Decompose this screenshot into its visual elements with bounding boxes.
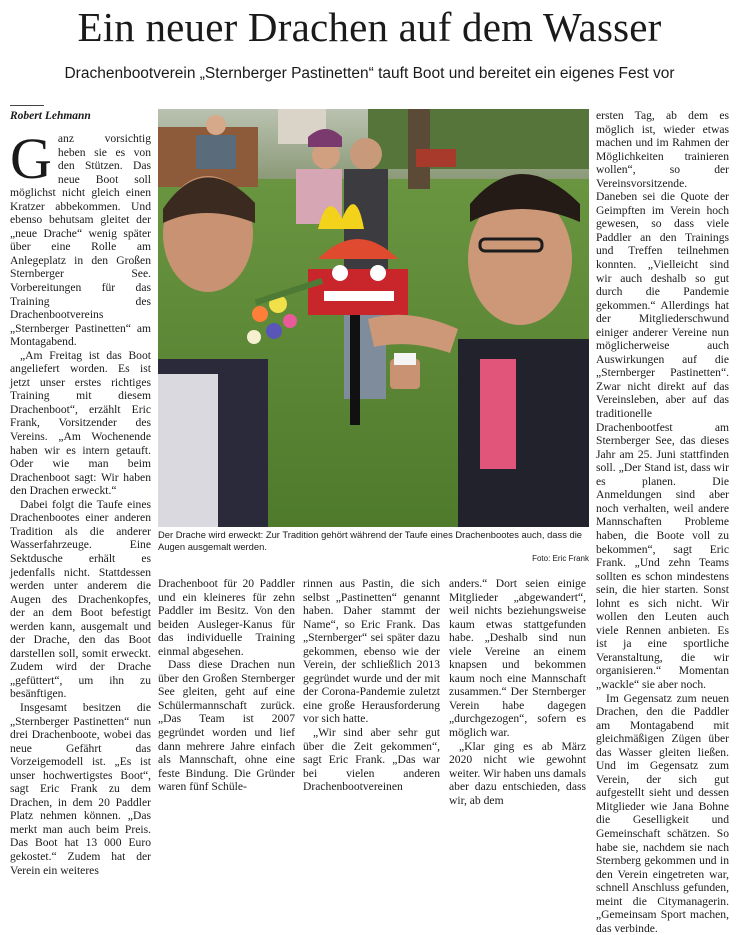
article-paragraph: Insgesamt besitzen die „Sternberger Pastinetten“ nun drei Drachenboote, wobei das neue Gefährt das Vorzeigemodell ist. „Es ist unser hochwertigstes Boot“, sagt Eric Frank zu dem Drachen, in dem 20 Paddler Platz nehmen können. „Das merkt man auch beim Preis. Das Boot hat 13 000 Euro gekostet.“ Zudem hat der Verein ein weiteres <box>10 700 151 877</box>
byline-rule <box>10 105 44 106</box>
article-paragraph: Dabei folgt die Taufe eines Drachenbootes einer anderen Tradition als die anderer Wasserfahrzeuge. Eine Sektdusche erhält es jedenfalls nicht. Stattdessen werden unter anderem die Augen des Drachenkopfes, der an dem Boot befestigt werden kann, ausgemalt und der Drache, den das Boot darstellen soll, somit erweckt. Zudem wird der Drache „gefüttert“, um ihn zu besänftigen. <box>10 497 151 701</box>
article-paragraph: anders.“ Dort seien einige Mitglieder „abgewandert“, weil nichts beziehungsweise kaum etwas stattgefunden habe. „Deshalb sind nun viele Vereine an einem knapsen und bekommen kaum noch eine Mannschaft zusammen.“ Der Sternberger Verein habe dagegen „durchgezogen“, sofern es möglich war. <box>449 577 586 740</box>
article-paragraph: „Klar ging es ab März 2020 nicht wie gewohnt weiter. Wir haben uns damals aber dazu entschieden, dass wir, ab dem <box>449 739 586 807</box>
byline: Robert Lehmann <box>10 110 91 122</box>
article-paragraph: „Am Freitag ist das Boot angeliefert worden. Es ist jetzt unser erstes richtiges Training mit diesem Drachenboot“, erzählt Eric Frank, Vorsitzender des Vereins. „Am Wochenende haben wir es intern getauft. Oder wie man beim Drachenboot sagt: Wir haben den Drachen erweckt.“ <box>10 348 151 498</box>
headline: Ein neuer Drachen auf dem Wasser <box>77 4 662 50</box>
drop-cap: G <box>10 126 52 191</box>
article-column-4 <box>449 577 586 807</box>
subheadline: Drachenbootverein „Sternberger Pastinetten“ tauft Boot und bereitet ein eigenes Fest vor <box>64 65 675 82</box>
photo-caption <box>158 529 589 564</box>
article-column-3 <box>303 577 440 794</box>
article-paragraph: Im Gegensatz zum neuen Drachen, den die Paddler am Montagabend mit gleichmäßigen Zügen über das Wasser gleiten ließen. Und im Gegensatz zum Verein, der sich gut aufgestellt sieht und dessen Mitglieder wie Jana Bohne die Geselligkeit und Gemeinschaft schätzen. So habe sie, nachdem sie nach Sternberg gekommen und in den Verein eingetreten war, schnell Anschluss gefunden, meint die Citymanagerin. „Gemeinsam Sport machen, das verbinde. <box>596 691 729 935</box>
article-paragraph: rinnen aus Pastin, die sich selbst „Pastinetten“ genannt haben. Daher stammt der Name“, so Eric Frank. Das „Sternberger“ sei später dazu gekommen, ebenso wie der Verein, der schließlich 2013 gegründet wurde und der mit der Corona-Pandemie zuletzt eine große Herausforderung vor sich hatte. <box>303 577 440 726</box>
article-paragraph: Ganz vorsichtig heben sie es von den Stützen. Das neue Boot soll möglichst nicht gleich einen Kratzer abbekommen. Und ebenso behutsam gleitet der „neue Drache“ wenig später über eine Rolle am Anlegeplatz in den Großen Sternberger See. Vorbereitungen für das Training des Drachenbootvereins „Sternberger Pastinetten“ am Montagabend. <box>10 126 151 349</box>
article-photo <box>158 109 589 527</box>
article-paragraph: „Wir sind aber sehr gut über die Zeit gekommen“, sagt Eric Frank. „Das war bei vielen anderen Drachenbootvereinen <box>303 726 440 794</box>
article-paragraph: ersten Tag, ab dem es möglich ist, wieder etwas machen und im Rahmen der Möglichkeiten trainieren wollen“, so der Vereinsvorsitzende. Daneben sei die Quote der Geimpften im Verein hoch gewesen, so dass viele Paddler an den Trainings und Treffen teilnehmen konnten. „Vielleicht sind wir auch deshalb so gut durch die Pandemie gekommen.“ Allerdings hat der Mitgliederschwund einiger anderer Vereine nun möglicherweise auch Auswirkungen auf die „Sternberger Pastinetten“. Zwar nicht direkt auf das Vereinsleben, aber auf das traditionelle Drachenbootfest am Sternberger See, das dieses Jahr am 25. Juni stattfinden soll. „Der Stand ist, dass wir es planen. Die Anmeldungen sind aber noch verhalten, weil andere Mannschaften Probleme haben, die Boote voll zu bekommen“, sagt Eric Frank. „Und zehn Teams sollten es schon mindestens sein, die hier starten. Sonst lohnt es sich nicht. Wir wollen den Leuten auch viele Rennen anbieten. Es ist ja eine sportliche Veranstaltung, die wir organisieren.“ Momentan „wackle“ sie aber noch. <box>596 109 729 691</box>
article-column-1 <box>10 126 151 877</box>
article-paragraph: Drachenboot für 20 Paddler und ein kleineres für zehn Paddler im Besitz. Von den beiden Ausleger-Kanus für das individuelle Training einmal abgesehen. <box>158 577 295 658</box>
caption-text: Der Drache wird erweckt: Zur Tradition gehört während der Taufe eines Drachenbootes auch, dass die Augen ausgemalt werden. <box>158 529 583 552</box>
article-column-5 <box>596 109 729 935</box>
article-column-2 <box>158 577 295 794</box>
article-paragraph: Dass diese Drachen nun über den Großen Sternberger See gleiten, geht auf eine Schülermannschaft zurück. „Das Team ist 2007 gegründet worden und lief dann mehrere Jahre einfach als Mannschaft, ohne eine feste Bindung. Die Gründer waren fünf Schüle- <box>158 658 295 794</box>
photo-credit: Foto: Eric Frank <box>532 554 589 563</box>
